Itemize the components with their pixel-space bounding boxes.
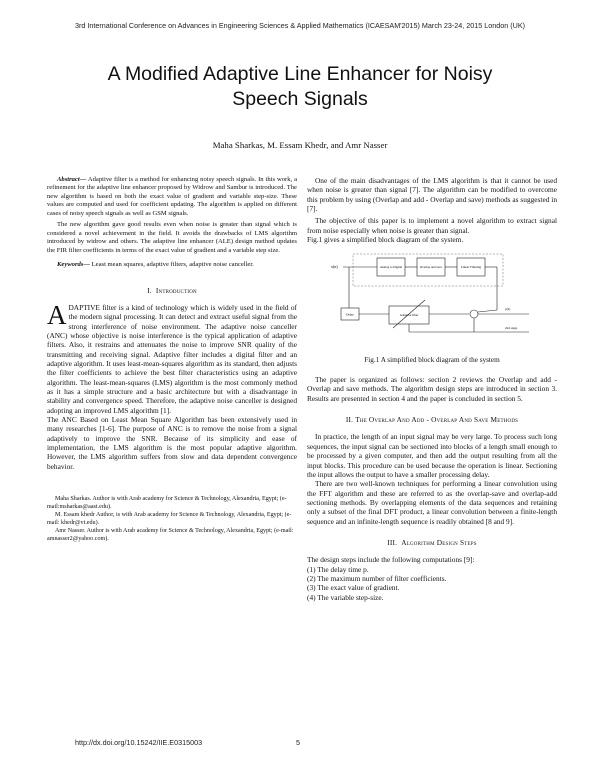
paper-title	[60, 62, 540, 112]
right-para-7: The design steps include the following computations [9]:	[307, 555, 475, 565]
abstract	[47, 176, 297, 255]
fig-box-linear-label: Linear Filtering	[460, 265, 482, 270]
fig-box-adaptive-label: Adaptive filter	[399, 313, 419, 318]
authors: Maha Sharkas, M. Essam Khedr, and Amr Nasser	[212, 140, 388, 150]
list-item: (2) The maximum number of filter coefficients.	[307, 573, 447, 583]
footnote-2: M. Essam khedr Author, is with Arab academy for Science & Technology, Alexandria, Egypt; (e-mail: khedr@vt.edu).	[47, 512, 292, 527]
footnote-3: Amr Nasser. Author is with Arab academy for Science & Technology, Alexandria, Egypt; (e-mail: amnasser2@yahoo.com).	[47, 528, 294, 543]
fig-input-label: x(n)	[331, 264, 338, 270]
drop-cap: A	[47, 299, 67, 330]
list-item: (1) The delay time p.	[307, 564, 369, 574]
fig-box-delay-label: Delay	[346, 312, 354, 317]
fig-box-adc-label: Analog to Digital	[379, 265, 403, 270]
right-para-6: There are two well-known techniques for performing a linear convolution using the FFT algorithm and these are referred to as the overlap-save and overlap-add sectioning methods. By overlapping elements of the data sequences and retaining only a subset of the final DFT product, a linear convolution between a finite-length sequence and an infinite-length sequence is readily obtained [8 and 9].	[307, 479, 557, 526]
list-item: (4) The variable step-size.	[307, 592, 384, 602]
footnote-1: Maha Sharkas. Author is with Arab academy for Science & Technology, Alexandria, Egypt; (e-mail:msharkas@aast.edu).	[47, 496, 287, 511]
right-para-4: The paper is organized as follows: section 2 reviews the Overlap and add - Overlap and save methods. The algorithm design steps are introduced in section 3. Results are presented in section 4 and the paper is concluded in section 5.	[307, 375, 557, 403]
keywords-text: Least mean squares, adaptive filters, adaptive noise canceller.	[91, 261, 254, 269]
right-para-3: Fig.1 gives a simplified block diagram of the system.	[307, 235, 464, 245]
figure-caption: Fig.1 A simplified block diagram of the system	[364, 355, 500, 364]
fig-sum-junction	[470, 310, 478, 318]
fig-output-label: y(n)	[505, 307, 511, 312]
footer-doi: http://dx.doi.org/10.15242/IIE.E0315003	[75, 738, 203, 747]
section-3-heading: III. Algorithm Design Steps	[387, 537, 477, 547]
title-line-2: Speech Signals	[232, 88, 368, 110]
abstract-para-2: The new algorithm gave good results even when noise is greater than signal which is considered a novel achievement in the field. It avoids the drawbacks of LMS algorithm introduced by widrow and others. The adaptive line enhancer (ALE) design method updates the FIR filter coefficients in terms of the exact value of gradient and a variable step size.	[47, 221, 297, 254]
block-diagram-figure	[329, 250, 529, 345]
abstract-text-1: Adaptive filter is a method for enhancing noisy speech signals. In this work, a refinement for the adaptive line enhancer proposed by Widrow and Sambur is introduced. The new algorithm is based on both the exact value of gradient and variable step-size. These values are computed and used for coefficient updating. The algorithm is applied on different cases of noisy speech signals as well as GSM signals.	[47, 176, 297, 217]
page-number: 5	[296, 738, 300, 747]
author-footnotes	[47, 495, 297, 543]
right-para-5: In practice, the length of an input signal may be very large. To process such long sequences, the input signal can be sectioned into blocks of a length small enough to be processed by a given computer, and then add the output resulting from all the input blocks. This procedure can be used because the operation is linear. Sectioning the input allows the output to have a smaller processing delay.	[307, 432, 557, 479]
abstract-dash: —	[79, 176, 87, 183]
fig-stage-label: 2nd stage	[505, 326, 518, 331]
section-1-heading: I. Introduction	[147, 285, 197, 295]
intro-para-1: ADAPTIVE filter is a kind of technology which is widely used in the field of the modern signal processing. It can detect and extract useful signal from the strong interference of noise environment. The adaptive noise canceller (ANC) whose objective is noise interference is the typical application of adaptive filters. Also, it restrains and attenuates the noise to improve SNR quality of the transmitting and receiving signal. Adaptive filter includes a digital filter and an adaptive algorithm. It uses least-mean-squares algorithm as its standard, then adjusts the filter coefficients to achieve the best filter characteristics using an adaptive algorithm. The least-mean-squares (LMS) algorithm is the most commonly method as it has a simple structure and a basic architecture but with a disadvantage in stability and convergence speed. Therefore, the adaptive noise canceller is designed adopting an improved LMS algorithm [1].	[47, 299, 297, 415]
abstract-para-1	[47, 176, 297, 218]
right-para-1: One of the main disadvantages of the LMS algorithm is that it cannot be used when noise is greater than signal [7]. The algorithm can be modified to overcome this problem by using (Overlap and add - Overlap and save) methods as suggested in [7].	[307, 176, 557, 214]
title-line-1: A Modified Adaptive Line Enhancer for Noisy	[107, 63, 493, 85]
right-para-2: The objective of this paper is to implement a novel algorithm to extract signal from noise especially when noise is greater than signal.	[307, 216, 557, 235]
keywords	[47, 261, 297, 269]
keywords-dash: —	[83, 261, 90, 269]
right-column	[307, 176, 557, 602]
conference-header: 3rd International Conference on Advances in Engineering Sciences & Applied Mathematics (ICAESAM'2015) March 23-24, 2015 London (UK)	[74, 21, 526, 30]
list-item: (3) The exact value of gradient.	[307, 583, 400, 593]
left-column	[47, 176, 297, 543]
fig-box-overlap-label: Overlap and save	[419, 265, 443, 270]
abstract-label: Abstract	[57, 176, 80, 183]
section-2-heading: II. The Overlap And Add - Overlap And Save Methods	[345, 415, 519, 425]
keywords-label: Keywords	[57, 261, 84, 269]
intro-para-2: The ANC Based on Least Mean Square Algorithm has been extensively used in many researches [1-6]. The purpose of ANC is to remove the noise from a signal adaptively to improve the SNR. Because of its simplicity and ease of implementation, the LMS algorithm is the most popular adaptive algorithm. However, the LMS algorithm suffers from slow and data dependent convergence behavior.	[47, 415, 297, 471]
